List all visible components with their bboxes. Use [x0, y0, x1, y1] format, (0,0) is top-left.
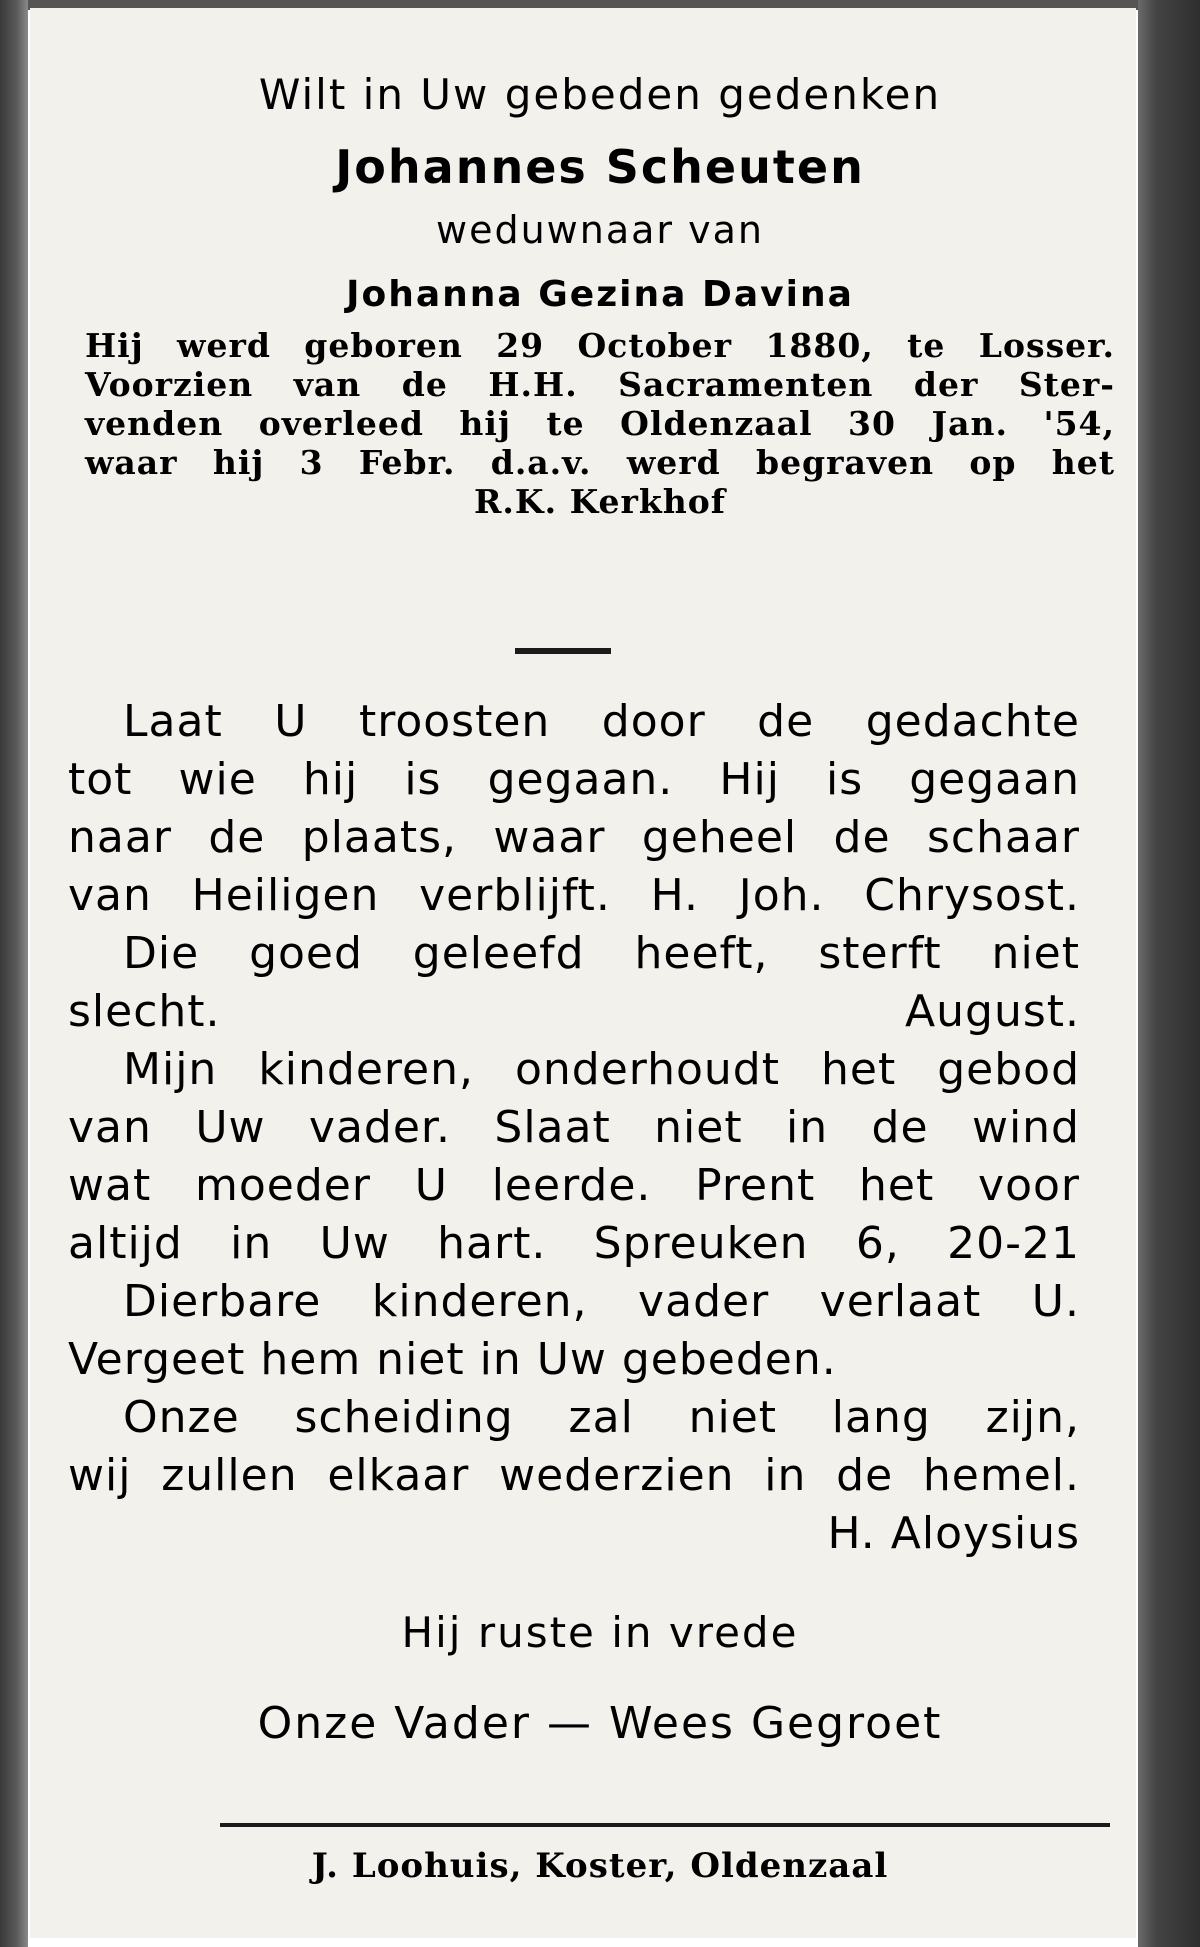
verse-4-line-1: Dierbare kinderen, vader verlaat U.: [123, 1276, 1080, 1327]
verse-3-line-4: altijd in Uw hart. Spreuken 6, 20-21: [68, 1218, 1080, 1269]
spouse-name: Johanna Gezina Davina: [346, 274, 854, 315]
verse-1-line-1: Laat U troosten door de gedachte: [123, 696, 1080, 747]
verse-5-line-2: wij zullen elkaar wederzien in de hemel.: [68, 1450, 1080, 1501]
biography-line-1: Hij werd geboren 29 October 1880, te Losser.: [85, 326, 1115, 365]
rest-in-peace: Hij ruste in vrede: [401, 1608, 799, 1657]
divider-short: [515, 648, 611, 654]
verse-5-line-1: Onze scheiding zal niet lang zijn,: [123, 1392, 1080, 1443]
verse-1-line-4: van Heiligen verblijft. H. Joh. Chrysost.: [68, 870, 1080, 921]
prayers: Onze Vader — Wees Gegroet: [257, 1698, 943, 1749]
biography-line-5: R.K. Kerkhof: [474, 482, 726, 521]
verse-2-line-2-left: slecht.: [68, 986, 221, 1037]
memorial-card: [30, 8, 1136, 1938]
scan-border-left: [0, 0, 28, 1947]
invocation: Wilt in Uw gebeden gedenken: [258, 70, 942, 119]
verse-2-line-1: Die goed geleefd heeft, sterft niet: [123, 928, 1080, 979]
biography-line-4: waar hij 3 Febr. d.a.v. werd begraven op het: [85, 443, 1115, 482]
verse-1-line-2: tot wie hij is gegaan. Hij is gegaan: [68, 754, 1080, 805]
biography-line-3: venden overleed hij te Oldenzaal 30 Jan. '54,: [85, 404, 1115, 443]
verse-1-line-3: naar de plaats, waar geheel de schaar: [68, 812, 1080, 863]
verse-3-line-2: van Uw vader. Slaat niet in de wind: [68, 1102, 1080, 1153]
deceased-name: Johannes Scheuten: [335, 140, 865, 194]
divider-long: [220, 1823, 1110, 1827]
verse-3-line-1: Mijn kinderen, onderhoudt het gebod: [123, 1044, 1080, 1095]
printer-credit: J. Loohuis, Koster, Oldenzaal: [311, 1846, 889, 1886]
biography-line-2: Voorzien van de H.H. Sacramenten der Ster-: [85, 365, 1115, 404]
relation-text: weduwnaar van: [436, 208, 764, 252]
verse-3-line-3: wat moeder U leerde. Prent het voor: [68, 1160, 1080, 1211]
verse-4-line-2: Vergeet hem niet in Uw gebeden.: [68, 1334, 837, 1385]
verse-5-attribution: H. Aloysius: [827, 1508, 1080, 1559]
verse-2-attribution: August.: [905, 986, 1080, 1037]
scan-border-right: [1138, 0, 1200, 1947]
